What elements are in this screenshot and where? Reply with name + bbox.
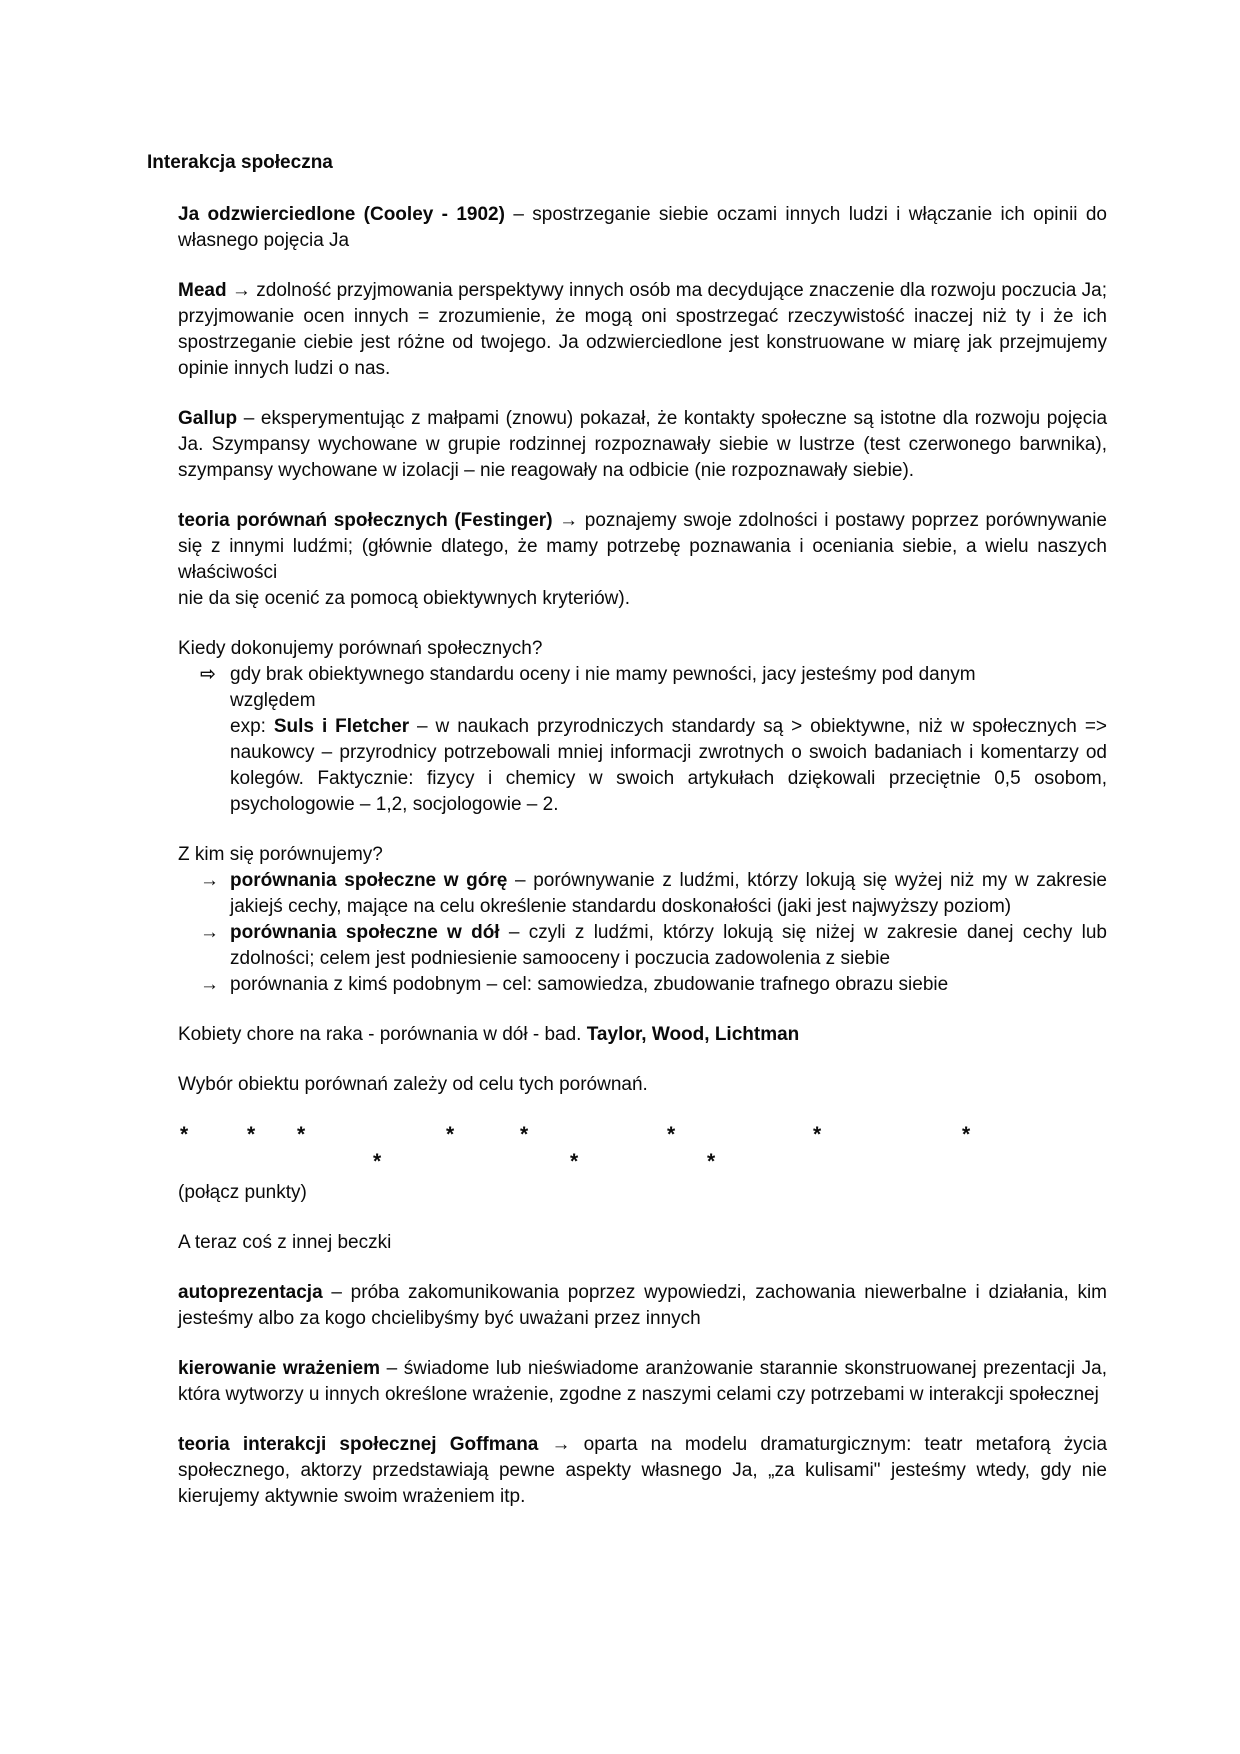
term-teoria-goffmana: teoria interakcji społecznej Goffmana: [178, 1434, 539, 1455]
paragraph-mead: [178, 278, 1107, 382]
paragraph-text: Kobiety chore na raka - porównania w dół - bad.: [178, 1024, 582, 1045]
paragraph-beczka: A teraz coś z innej beczki: [178, 1232, 392, 1253]
paragraph-cooley: [178, 202, 1107, 254]
term-teoria-porownan: teoria porównań społecznych (Festinger): [178, 510, 553, 531]
paragraph-text-continued: nie da się ocenić za pomocą obiektywnych kryteriów).: [178, 588, 630, 609]
question-zkim: Z kim się porównujemy?: [178, 844, 383, 865]
paragraph-text: zdolność przyjmowania perspektywy innych osób ma decydujące znaczenie dla rozwoju poczucia Ja; przyjmowanie ocen innych = zrozumienie, że mogą oni spostrzegać rzeczywistość inaczej niż ty i że ich spostrzeganie ciebie jest różne od twojego. Ja odzwierciedlone jest konstruowane w miarę jak przejmujemy opinie innych ludzi o nas.: [178, 280, 1108, 379]
term-ja-odzwierciedlone: Ja odzwierciedlone (Cooley - 1902): [178, 204, 505, 225]
arrow-right-icon: →: [231, 280, 251, 301]
paragraph-wybor: Wybór obiektu porównań zależy od celu tych porównań.: [178, 1074, 648, 1095]
dots-caption: (połącz punkty): [178, 1182, 307, 1203]
dot: *: [520, 1123, 529, 1146]
dot: *: [962, 1123, 971, 1146]
paragraph-text: oparta na modelu dramaturgicznym: teatr metaforą życia społecznego, aktorzy przedstawiają pewne aspekty własnego Ja, „za kulisami" jesteśmy wtedy, gdy nie kierujemy aktywnie swoim wrażeniem itp.: [178, 1434, 1108, 1507]
list-item-porownania-dol: [178, 920, 1107, 972]
term-suls-fletcher: Suls i Fletcher: [273, 716, 410, 737]
paragraph-text: – eksperymentując z małpami (znowu) pokazał, że kontakty społeczne są istotne dla rozwoju pojęcia Ja. Szympansy wychowane w grupie rodzinnej rozpoznawały siebie w lustrze (test czerwonego barwnika), szympansy wychowane w izolacji – nie reagowały na odbicie (nie rozpoznawały siebie).: [178, 408, 1108, 481]
term-mead: Mead: [178, 280, 227, 301]
paragraph-text: – próba zakomunikowania poprzez wypowiedzi, zachowania niewerbalne i działania, kim jesteśmy albo za kogo chcielibyśmy być uważani przez innych: [178, 1282, 1107, 1329]
list-item-kiedy: [178, 662, 1107, 818]
document-body: [178, 202, 1107, 1510]
paragraph-autoprezentacja: [178, 1280, 1107, 1332]
list-item-text: – porównywanie z ludźmi, którzy lokują się wyżej niż my w zakresie jakiejś cechy, mające na celu określenie standardu doskonałości (jaki jest najwyższy poziom): [230, 870, 1107, 917]
dot: *: [373, 1150, 382, 1173]
exp-text: – w naukach przyrodniczych standardy są > obiektywne, niż w społecznych => naukowcy – przyrodnicy potrzebowali mniej informacji zwrotnych o swoich badaniach i komentarzy od kolegów. Faktycznie: fizycy i chemicy w swoich artykułach dziękowali przeciętnie 0,5 osobom, psychologowie – 1,2, socjologowie – 2.: [230, 716, 1108, 815]
arrow-right-icon: →: [200, 922, 219, 943]
paragraph-kobiety: [178, 1022, 1107, 1048]
paragraph-text: poznajemy swoje zdolności i postawy poprzez porównywanie się z innymi ludźmi; (głównie dlatego, że mamy potrzebę poznawania i oceniania siebie, a wielu naszych właściwości: [178, 510, 1108, 583]
list-item-porownania-podobny: [178, 972, 1107, 998]
term-autoprezentacja: autoprezentacja: [178, 1282, 323, 1303]
list-item-text-wrap: względem: [230, 690, 316, 711]
term-porownania-gora: porównania społeczne w górę: [230, 870, 508, 891]
dot: *: [570, 1150, 579, 1173]
paragraph-festinger: [178, 508, 1107, 612]
list-item-text: porównania z kimś podobnym – cel: samowiedza, zbudowanie trafnego obrazu siebie: [230, 974, 949, 995]
paragraph-text: – świadome lub nieświadome aranżowanie starannie skonstruowanej prezentacji Ja, która wytworzy u innych określone wrażenie, zgodne z naszymi celami czy potrzebami w interakcji społecznej: [178, 1358, 1107, 1405]
paragraph-gallup: [178, 406, 1107, 484]
paragraph-kierowanie: [178, 1356, 1107, 1408]
term-gallup: Gallup: [178, 408, 238, 429]
dot: *: [297, 1123, 306, 1146]
dots-area: [178, 1122, 1107, 1180]
arrow-right-icon: →: [559, 510, 579, 531]
term-taylor-wood-lichtman: Taylor, Wood, Lichtman: [586, 1024, 800, 1045]
term-porownania-dol: porównania społeczne w dół: [230, 922, 500, 943]
dot: *: [247, 1123, 256, 1146]
list-item-text: gdy brak obiektywnego standardu oceny i nie mamy pewności, jacy jesteśmy pod danym: [230, 664, 976, 685]
page-title: Interakcja społeczna: [147, 152, 333, 173]
block-arrow-icon: ⇨: [200, 664, 216, 685]
list-item-porownania-gora: [178, 868, 1107, 920]
paragraph-text: – spostrzeganie siebie oczami innych ludzi i włączanie ich opinii do własnego pojęcia Ja: [178, 204, 1108, 251]
arrow-right-icon: →: [551, 1434, 571, 1455]
arrow-right-icon: →: [200, 974, 219, 995]
exp-label: exp:: [230, 716, 266, 737]
list-item-text: – czyli z ludźmi, którzy lokują się niżej w zakresie danej cechy lub zdolności; celem jest podniesienie samooceny i poczucia zadowolenia z siebie: [230, 922, 1107, 969]
paragraph-goffman: [178, 1432, 1107, 1510]
question-kiedy: Kiedy dokonujemy porównań społecznych?: [178, 638, 543, 659]
arrow-right-icon: →: [200, 870, 219, 891]
dot: *: [813, 1123, 822, 1146]
dot: *: [667, 1123, 676, 1146]
dot: *: [446, 1123, 455, 1146]
term-kierowanie-wrazeniem: kierowanie wrażeniem: [178, 1358, 380, 1379]
dot: *: [707, 1150, 716, 1173]
dot: *: [180, 1123, 189, 1146]
